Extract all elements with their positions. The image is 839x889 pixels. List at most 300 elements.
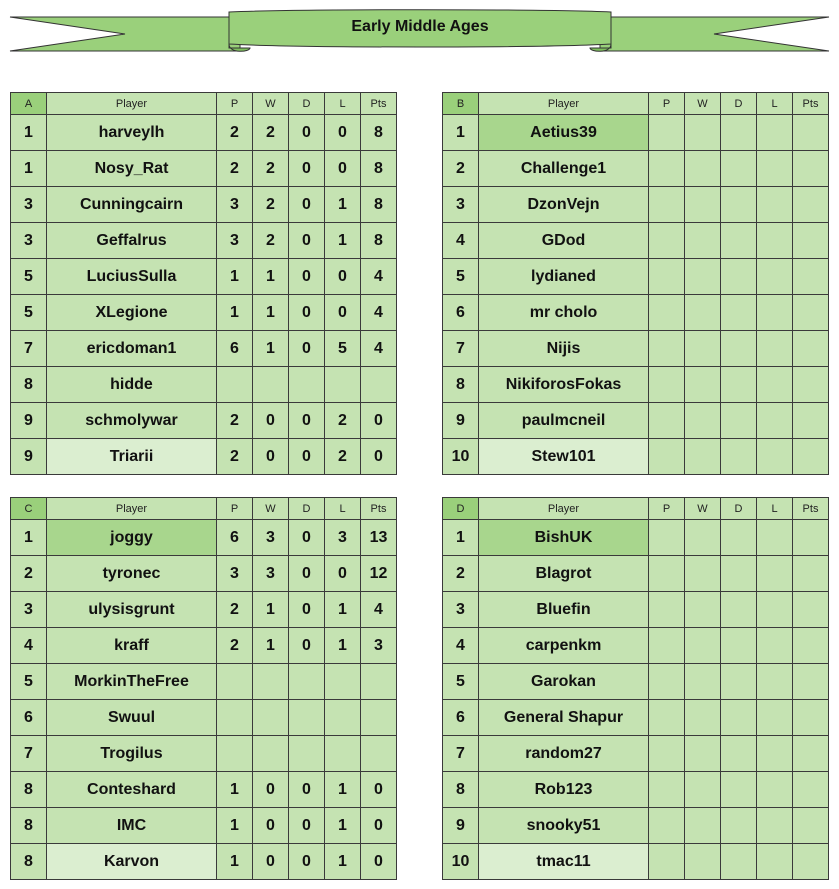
cell-player: Aetius39 (479, 115, 649, 151)
cell-player: Nijis (479, 331, 649, 367)
cell-d (289, 700, 325, 736)
cell-d: 0 (289, 808, 325, 844)
cell-d (721, 556, 757, 592)
cell-p: 1 (217, 808, 253, 844)
cell-p: 2 (217, 151, 253, 187)
cell-w (685, 187, 721, 223)
cell-w: 2 (253, 115, 289, 151)
table-row (443, 439, 829, 475)
cell-l (757, 295, 793, 331)
cell-pts (793, 664, 829, 700)
cell-w (253, 736, 289, 772)
cell-player: lydianed (479, 259, 649, 295)
cell-d (289, 736, 325, 772)
table-row (11, 115, 397, 151)
cell-w (685, 295, 721, 331)
cell-rank: 1 (443, 115, 479, 151)
cell-pts (793, 367, 829, 403)
cell-l: 0 (325, 151, 361, 187)
column-header-player: Player (479, 498, 649, 520)
table-row (443, 151, 829, 187)
cell-pts (793, 151, 829, 187)
cell-w (685, 808, 721, 844)
cell-rank: 8 (11, 808, 47, 844)
cell-l (757, 664, 793, 700)
cell-d (721, 403, 757, 439)
column-header-player: Player (47, 93, 217, 115)
table-row (443, 592, 829, 628)
cell-d (721, 187, 757, 223)
column-header-w: W (685, 93, 721, 115)
cell-pts: 4 (361, 259, 397, 295)
cell-pts: 8 (361, 223, 397, 259)
cell-rank: 7 (443, 736, 479, 772)
cell-rank: 8 (11, 772, 47, 808)
group-b-table (442, 92, 829, 475)
cell-p: 3 (217, 223, 253, 259)
cell-player: harveylh (47, 115, 217, 151)
cell-pts (793, 808, 829, 844)
cell-pts: 0 (361, 808, 397, 844)
cell-p (649, 295, 685, 331)
cell-rank: 3 (11, 592, 47, 628)
cell-d (721, 223, 757, 259)
cell-rank: 9 (443, 808, 479, 844)
cell-pts (793, 439, 829, 475)
cell-p: 1 (217, 259, 253, 295)
cell-pts: 0 (361, 403, 397, 439)
cell-l: 0 (325, 115, 361, 151)
group-a-header-row (11, 93, 397, 115)
cell-player: LuciusSulla (47, 259, 217, 295)
title-banner (0, 0, 839, 60)
cell-pts (361, 367, 397, 403)
table-row (443, 187, 829, 223)
table-row (11, 700, 397, 736)
column-header-w: W (685, 498, 721, 520)
cell-rank: 5 (11, 259, 47, 295)
cell-player: tmac11 (479, 844, 649, 880)
cell-pts (793, 772, 829, 808)
cell-player: Conteshard (47, 772, 217, 808)
cell-w: 3 (253, 556, 289, 592)
cell-rank: 4 (443, 223, 479, 259)
cell-d: 0 (289, 844, 325, 880)
table-row (11, 808, 397, 844)
cell-player: snooky51 (479, 808, 649, 844)
table-row (11, 556, 397, 592)
cell-player: Triarii (47, 439, 217, 475)
cell-p: 1 (217, 772, 253, 808)
table-row (11, 151, 397, 187)
cell-l (757, 439, 793, 475)
cell-pts (793, 592, 829, 628)
cell-w: 1 (253, 592, 289, 628)
column-header-d: D (721, 498, 757, 520)
cell-d: 0 (289, 295, 325, 331)
cell-p (649, 115, 685, 151)
cell-w (685, 628, 721, 664)
cell-l (757, 187, 793, 223)
cell-pts (793, 520, 829, 556)
cell-w: 0 (253, 772, 289, 808)
cell-d: 0 (289, 772, 325, 808)
table-row (443, 736, 829, 772)
cell-w: 2 (253, 151, 289, 187)
cell-d (721, 664, 757, 700)
cell-w (685, 664, 721, 700)
cell-pts: 4 (361, 592, 397, 628)
cell-pts: 0 (361, 772, 397, 808)
cell-w (253, 664, 289, 700)
cell-player: GDod (479, 223, 649, 259)
cell-w (685, 592, 721, 628)
cell-d: 0 (289, 520, 325, 556)
cell-d: 0 (289, 223, 325, 259)
cell-w: 0 (253, 403, 289, 439)
cell-d (721, 844, 757, 880)
cell-pts: 8 (361, 151, 397, 187)
cell-p (649, 439, 685, 475)
column-header-player: Player (479, 93, 649, 115)
cell-p (649, 520, 685, 556)
cell-p (217, 736, 253, 772)
cell-pts (793, 259, 829, 295)
cell-p (217, 700, 253, 736)
cell-w: 1 (253, 331, 289, 367)
cell-l (757, 592, 793, 628)
cell-l: 1 (325, 808, 361, 844)
cell-pts (793, 700, 829, 736)
table-row (11, 331, 397, 367)
cell-rank: 4 (11, 628, 47, 664)
cell-p: 1 (217, 844, 253, 880)
cell-l: 1 (325, 592, 361, 628)
table-row (11, 223, 397, 259)
cell-d (721, 295, 757, 331)
cell-l (757, 520, 793, 556)
cell-w (685, 115, 721, 151)
cell-pts (361, 700, 397, 736)
cell-rank: 7 (11, 736, 47, 772)
cell-l (757, 223, 793, 259)
cell-rank: 8 (11, 367, 47, 403)
column-header-pts: Pts (361, 93, 397, 115)
cell-p (217, 664, 253, 700)
cell-p: 2 (217, 115, 253, 151)
cell-l (757, 772, 793, 808)
cell-w: 0 (253, 844, 289, 880)
cell-d (721, 367, 757, 403)
table-row (443, 520, 829, 556)
cell-rank: 8 (443, 772, 479, 808)
group-b-header-row (443, 93, 829, 115)
cell-player: Nosy_Rat (47, 151, 217, 187)
table-row (11, 187, 397, 223)
column-header-l: L (757, 498, 793, 520)
cell-p (649, 664, 685, 700)
cell-pts (793, 736, 829, 772)
cell-d: 0 (289, 115, 325, 151)
cell-pts (793, 628, 829, 664)
cell-p: 2 (217, 628, 253, 664)
cell-pts: 0 (361, 844, 397, 880)
group-a-table (10, 92, 397, 475)
cell-rank: 6 (11, 700, 47, 736)
column-header-l: L (325, 93, 361, 115)
table-row (443, 556, 829, 592)
group-c-table (10, 497, 397, 880)
cell-w: 1 (253, 628, 289, 664)
cell-d (721, 259, 757, 295)
cell-w: 0 (253, 439, 289, 475)
table-row (443, 772, 829, 808)
column-header-player: Player (47, 498, 217, 520)
page-title: Early Middle Ages (351, 18, 489, 35)
cell-d: 0 (289, 592, 325, 628)
table-row (11, 520, 397, 556)
cell-w (685, 439, 721, 475)
column-header-l: L (325, 498, 361, 520)
cell-p (649, 187, 685, 223)
table-row (443, 700, 829, 736)
cell-pts: 3 (361, 628, 397, 664)
cell-pts (793, 331, 829, 367)
cell-p (649, 700, 685, 736)
cell-d: 0 (289, 403, 325, 439)
cell-l (757, 700, 793, 736)
cell-l (757, 808, 793, 844)
cell-d: 0 (289, 439, 325, 475)
group-label: A (11, 93, 47, 115)
cell-d (721, 700, 757, 736)
cell-rank: 3 (11, 187, 47, 223)
cell-w: 2 (253, 187, 289, 223)
cell-w (253, 367, 289, 403)
cell-p: 2 (217, 403, 253, 439)
table-row (11, 844, 397, 880)
column-header-w: W (253, 93, 289, 115)
cell-w: 1 (253, 259, 289, 295)
cell-w (685, 520, 721, 556)
column-header-l: L (757, 93, 793, 115)
cell-player: joggy (47, 520, 217, 556)
group-d-header-row (443, 498, 829, 520)
cell-d (721, 736, 757, 772)
table-row (11, 367, 397, 403)
table-row (11, 772, 397, 808)
cell-d (721, 628, 757, 664)
cell-pts: 12 (361, 556, 397, 592)
cell-d: 0 (289, 628, 325, 664)
cell-l (757, 115, 793, 151)
cell-pts (793, 556, 829, 592)
cell-l (325, 736, 361, 772)
cell-rank: 4 (443, 628, 479, 664)
cell-p (649, 403, 685, 439)
cell-p (649, 223, 685, 259)
cell-p (649, 844, 685, 880)
cell-p: 2 (217, 439, 253, 475)
cell-d: 0 (289, 259, 325, 295)
cell-p (649, 367, 685, 403)
cell-rank: 8 (11, 844, 47, 880)
cell-player: carpenkm (479, 628, 649, 664)
cell-w: 1 (253, 295, 289, 331)
column-header-w: W (253, 498, 289, 520)
table-row (11, 736, 397, 772)
cell-w (685, 223, 721, 259)
cell-l: 2 (325, 403, 361, 439)
cell-d (721, 151, 757, 187)
cell-player: XLegione (47, 295, 217, 331)
cell-rank: 9 (11, 439, 47, 475)
cell-p: 1 (217, 295, 253, 331)
cell-pts (793, 844, 829, 880)
cell-player: Stew101 (479, 439, 649, 475)
group-c-header-row (11, 498, 397, 520)
cell-l: 1 (325, 844, 361, 880)
cell-player: mr cholo (479, 295, 649, 331)
cell-player: IMC (47, 808, 217, 844)
cell-player: Blagrot (479, 556, 649, 592)
cell-pts (361, 736, 397, 772)
cell-w (253, 700, 289, 736)
cell-p (649, 808, 685, 844)
cell-rank: 1 (11, 520, 47, 556)
cell-rank: 5 (443, 664, 479, 700)
cell-d: 0 (289, 556, 325, 592)
cell-w (685, 367, 721, 403)
cell-w (685, 556, 721, 592)
cell-rank: 2 (443, 151, 479, 187)
cell-player: Trogilus (47, 736, 217, 772)
group-label: B (443, 93, 479, 115)
cell-d (721, 520, 757, 556)
cell-player: ericdoman1 (47, 331, 217, 367)
table-row (11, 628, 397, 664)
cell-rank: 7 (11, 331, 47, 367)
cell-l (325, 367, 361, 403)
cell-player: Bluefin (479, 592, 649, 628)
cell-l: 0 (325, 259, 361, 295)
cell-pts (361, 664, 397, 700)
cell-d (721, 439, 757, 475)
cell-l: 1 (325, 223, 361, 259)
cell-p: 6 (217, 331, 253, 367)
cell-l: 0 (325, 295, 361, 331)
cell-p (649, 259, 685, 295)
cell-rank: 6 (443, 700, 479, 736)
table-row (443, 808, 829, 844)
cell-l (757, 403, 793, 439)
cell-l (757, 628, 793, 664)
cell-pts (793, 403, 829, 439)
table-row (443, 844, 829, 880)
cell-w (685, 151, 721, 187)
cell-rank: 3 (443, 187, 479, 223)
cell-p (217, 367, 253, 403)
cell-player: Swuul (47, 700, 217, 736)
cell-w: 0 (253, 808, 289, 844)
table-row (443, 331, 829, 367)
cell-rank: 8 (443, 367, 479, 403)
cell-rank: 9 (11, 403, 47, 439)
cell-player: MorkinTheFree (47, 664, 217, 700)
cell-p: 2 (217, 592, 253, 628)
table-row (443, 295, 829, 331)
cell-player: BishUK (479, 520, 649, 556)
column-header-pts: Pts (793, 498, 829, 520)
cell-rank: 5 (443, 259, 479, 295)
column-header-d: D (289, 93, 325, 115)
cell-pts (793, 295, 829, 331)
cell-w (685, 772, 721, 808)
cell-rank: 1 (11, 115, 47, 151)
cell-rank: 5 (11, 664, 47, 700)
table-row (443, 367, 829, 403)
cell-player: hidde (47, 367, 217, 403)
cell-l: 3 (325, 520, 361, 556)
cell-d (721, 808, 757, 844)
column-header-d: D (289, 498, 325, 520)
cell-l (325, 664, 361, 700)
cell-rank: 1 (443, 520, 479, 556)
cell-d (721, 331, 757, 367)
cell-d: 0 (289, 187, 325, 223)
table-row (11, 403, 397, 439)
cell-w: 2 (253, 223, 289, 259)
cell-player: Rob123 (479, 772, 649, 808)
cell-pts: 4 (361, 295, 397, 331)
cell-l: 1 (325, 772, 361, 808)
cell-p: 3 (217, 187, 253, 223)
cell-l: 1 (325, 187, 361, 223)
table-row (443, 115, 829, 151)
column-header-p: P (649, 498, 685, 520)
table-row (11, 259, 397, 295)
cell-pts: 13 (361, 520, 397, 556)
cell-player: Challenge1 (479, 151, 649, 187)
cell-w (685, 403, 721, 439)
cell-l (757, 367, 793, 403)
cell-rank: 9 (443, 403, 479, 439)
cell-player: DzonVejn (479, 187, 649, 223)
cell-pts (793, 187, 829, 223)
column-header-p: P (649, 93, 685, 115)
cell-l: 0 (325, 556, 361, 592)
column-header-p: P (217, 498, 253, 520)
cell-player: tyronec (47, 556, 217, 592)
cell-d: 0 (289, 331, 325, 367)
column-header-p: P (217, 93, 253, 115)
cell-l (757, 151, 793, 187)
cell-player: paulmcneil (479, 403, 649, 439)
group-d-table (442, 497, 829, 880)
cell-w (685, 331, 721, 367)
cell-p (649, 736, 685, 772)
column-header-d: D (721, 93, 757, 115)
table-row (11, 295, 397, 331)
cell-rank: 10 (443, 439, 479, 475)
cell-player: Cunningcairn (47, 187, 217, 223)
cell-w (685, 736, 721, 772)
cell-d (289, 367, 325, 403)
cell-player: Karvon (47, 844, 217, 880)
cell-l (757, 331, 793, 367)
cell-p (649, 628, 685, 664)
cell-p (649, 556, 685, 592)
